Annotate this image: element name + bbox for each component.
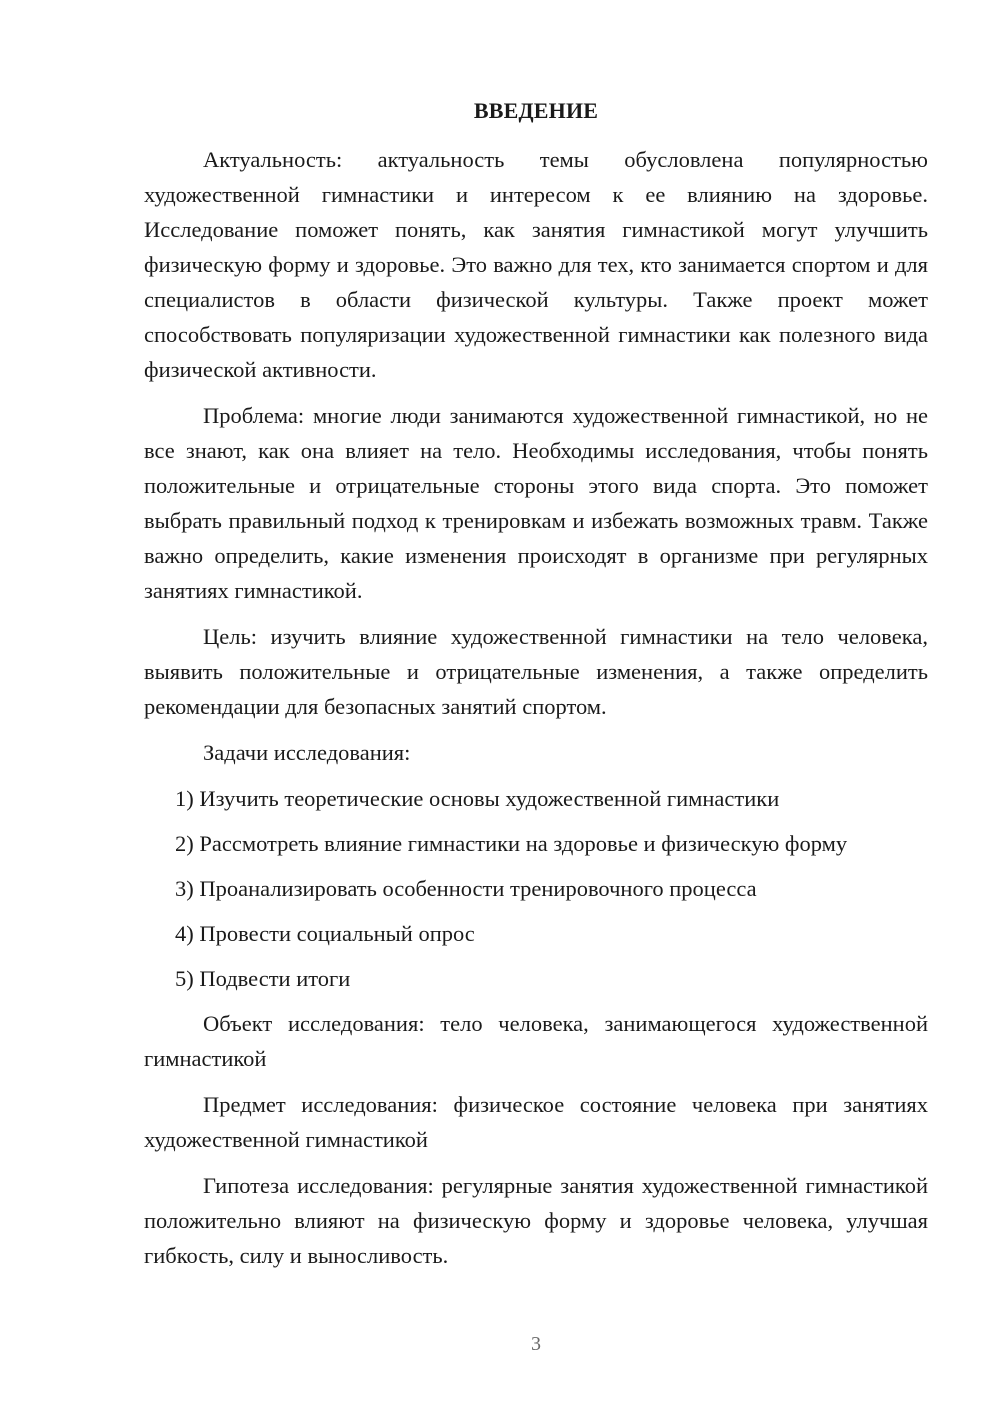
tasks-list (144, 781, 928, 996)
paragraph-relevance: Актуальность: актуальность темы обусловлена популярностью художественной гимнастики и интересом к ее влиянию на здоровье. Исследование поможет понять, как занятия гимнастикой могут улучшить физическую форму и здоровье. Это важно для тех, кто занимается спортом и для специалистов в области физической культуры. Также проект может способствовать популяризации художественной гимнастики как полезного вида физической активности. (144, 147, 928, 382)
list-item: 5) Подвести итоги (175, 966, 351, 991)
list-item: 4) Провести социальный опрос (175, 921, 475, 946)
paragraph-goal: Цель: изучить влияние художественной гимнастики на тело человека, выявить положительные и отрицательные изменения, а также определить рекомендации для безопасных занятий спортом. (144, 624, 928, 719)
list-item: 3) Проанализировать особенности тренировочного процесса (175, 876, 757, 901)
list-item: 1) Изучить теоретические основы художественной гимнастики (175, 786, 780, 811)
page-number: 3 (531, 1333, 541, 1355)
tasks-heading: Задачи исследования: (203, 740, 411, 765)
paragraph-hypothesis: Гипотеза исследования: регулярные занятия художественной гимнастикой положительно влияют на физическую форму и здоровье человека, улучшая гибкость, силу и выносливость. (144, 1173, 928, 1268)
page-title: ВВЕДЕНИЕ (473, 98, 599, 123)
list-item: 2) Рассмотреть влияние гимнастики на здоровье и физическую форму (175, 831, 848, 856)
paragraph-problem: Проблема: многие люди занимаются художественной гимнастикой, но не все знают, как она влияет на тело. Необходимы исследования, чтобы понять положительные и отрицательные стороны этого вида спорта. Это поможет выбрать правильный подход к тренировкам и избежать возможных травм. Также важно определить, какие изменения происходят в организме при регулярных занятиях гимнастикой. (144, 403, 928, 603)
paragraph-subject: Предмет исследования: физическое состояние человека при занятиях художественной гимнастикой (144, 1092, 928, 1152)
paragraph-object: Объект исследования: тело человека, занимающегося художественной гимнастикой (144, 1011, 928, 1071)
body-text (144, 142, 928, 1284)
